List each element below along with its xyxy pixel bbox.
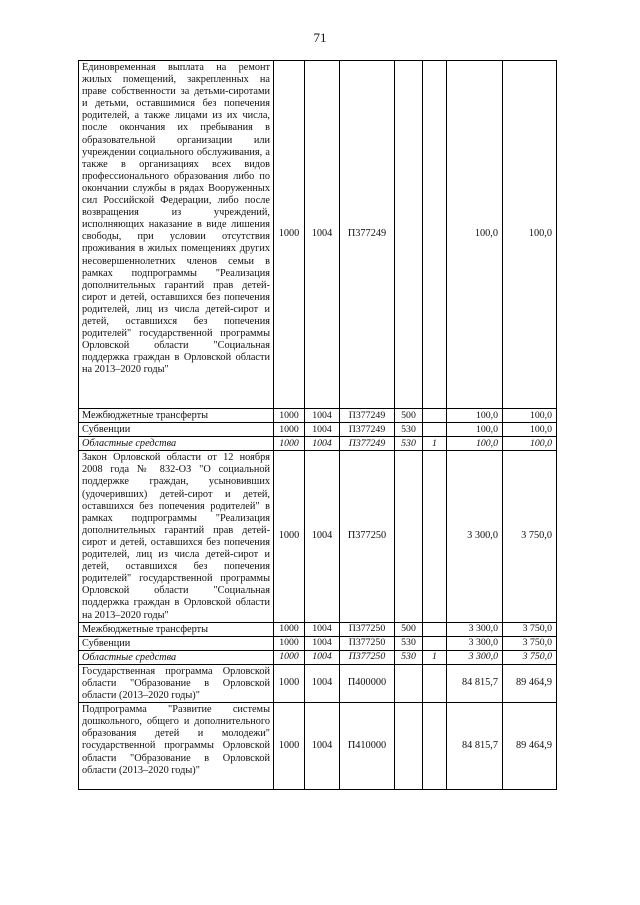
subsection-code: 1004: [305, 650, 340, 664]
subsection-code: 1004: [305, 423, 340, 437]
section-code: 1000: [274, 451, 305, 622]
table-row: [79, 650, 557, 664]
target-article-code: П377250: [340, 451, 395, 622]
sum-year-2: 100,0: [503, 437, 557, 451]
table-row: [79, 409, 557, 423]
section-code: 1000: [274, 703, 305, 790]
fin-source-code: 1: [423, 437, 447, 451]
sum-year-1: 3 300,0: [447, 650, 503, 664]
row-description: Единовременная выплата на ремонт жилых помещений, закрепленных на праве собственности за детьми-сиротами и детьми, оставшимися без попечения родителей, а также лицами из их числа, после окончания их пребывания в образовательной организации или учреждении социального обслуживания, а также в организациях всех видов профессионального образования либо по окончании службы в рядах Вооруженных сил Российской Федерации, либо после возвращения из учреждений, исполняющих наказание в виде лишения свободы, при условии отсутствия проживания в жилых помещениях других несовершеннолетних членов семьи в рамках подпрограммы "Реализация дополнительных гарантий прав детей-сирот и детей, оставшихся без попечения родителей, лиц из числа детей-сирот и детей, оставшихся без попечения родителей" государственной программы Орловской области "Социальная поддержка граждан в Орловской области на 2013–2020 годы": [79, 61, 274, 409]
table-row: [79, 664, 557, 702]
subsection-code: 1004: [305, 703, 340, 790]
fin-source-code: [423, 636, 447, 650]
expense-type-code: 500: [395, 409, 423, 423]
row-description: Закон Орловской области от 12 ноября 2008 года № 832-ОЗ "О социальной поддержке граждан, усыновивших (удочеривших) детей-сирот и детей, оставшихся без попечения родителей" в рамках подпрограммы "Реализация дополнительных гарантий прав детей-сирот и детей, оставшихся без попечения родителей, лиц из числа детей-сирот и детей, оставшихся без попечения родителей" государственной программы Орловской области "Социальная поддержка граждан в Орловской области на 2013–2020 годы": [79, 451, 274, 622]
table-row: [79, 423, 557, 437]
section-code: 1000: [274, 61, 305, 409]
row-description: Областные средства: [79, 437, 274, 451]
fin-source-code: [423, 61, 447, 409]
fin-source-code: 1: [423, 650, 447, 664]
section-code: 1000: [274, 423, 305, 437]
sum-year-2: 89 464,9: [503, 703, 557, 790]
subsection-code: 1004: [305, 664, 340, 702]
section-code: 1000: [274, 664, 305, 702]
sum-year-1: 84 815,7: [447, 703, 503, 790]
expense-type-code: [395, 61, 423, 409]
sum-year-2: 100,0: [503, 423, 557, 437]
expense-type-code: 530: [395, 437, 423, 451]
row-description: Межбюджетные трансферты: [79, 622, 274, 636]
target-article-code: П377249: [340, 61, 395, 409]
expense-type-code: [395, 451, 423, 622]
row-description: Субвенции: [79, 636, 274, 650]
fin-source-code: [423, 409, 447, 423]
subsection-code: 1004: [305, 636, 340, 650]
expense-type-code: 530: [395, 636, 423, 650]
sum-year-1: 3 300,0: [447, 451, 503, 622]
fin-source-code: [423, 423, 447, 437]
expense-type-code: 500: [395, 622, 423, 636]
table-row: [79, 636, 557, 650]
target-article-code: П410000: [340, 703, 395, 790]
sum-year-2: 3 750,0: [503, 650, 557, 664]
fin-source-code: [423, 451, 447, 622]
row-description: Субвенции: [79, 423, 274, 437]
sum-year-1: 100,0: [447, 423, 503, 437]
row-description: Межбюджетные трансферты: [79, 409, 274, 423]
section-code: 1000: [274, 636, 305, 650]
section-code: 1000: [274, 409, 305, 423]
sum-year-2: 89 464,9: [503, 664, 557, 702]
sum-year-1: 3 300,0: [447, 622, 503, 636]
fin-source-code: [423, 622, 447, 636]
subsection-code: 1004: [305, 622, 340, 636]
section-code: 1000: [274, 622, 305, 636]
target-article-code: П400000: [340, 664, 395, 702]
table-row: [79, 703, 557, 790]
sum-year-1: 100,0: [447, 61, 503, 409]
table-row: [79, 451, 557, 622]
subsection-code: 1004: [305, 437, 340, 451]
fin-source-code: [423, 703, 447, 790]
table-row: [79, 622, 557, 636]
page-number: 71: [313, 30, 327, 45]
target-article-code: П377249: [340, 423, 395, 437]
row-description: Государственная программа Орловской области "Образование в Орловской области (2013–2020 годы)": [79, 664, 274, 702]
expense-type-code: 530: [395, 650, 423, 664]
target-article-code: П377250: [340, 650, 395, 664]
row-description: Областные средства: [79, 650, 274, 664]
budget-table: [78, 60, 557, 790]
table-row: [79, 61, 557, 409]
fin-source-code: [423, 664, 447, 702]
sum-year-2: 3 750,0: [503, 622, 557, 636]
target-article-code: П377250: [340, 636, 395, 650]
subsection-code: 1004: [305, 61, 340, 409]
target-article-code: П377250: [340, 622, 395, 636]
sum-year-1: 3 300,0: [447, 636, 503, 650]
sum-year-1: 84 815,7: [447, 664, 503, 702]
table-row: [79, 437, 557, 451]
row-description: Подпрограмма "Развитие системы дошкольного, общего и дополнительного образования детей и молодежи" государственной программы Орловской области "Образование в Орловской области (2013–2020 годы)": [79, 703, 274, 790]
sum-year-2: 100,0: [503, 61, 557, 409]
section-code: 1000: [274, 650, 305, 664]
expense-type-code: [395, 703, 423, 790]
sum-year-1: 100,0: [447, 409, 503, 423]
sum-year-2: 100,0: [503, 409, 557, 423]
expense-type-code: 530: [395, 423, 423, 437]
subsection-code: 1004: [305, 409, 340, 423]
sum-year-2: 3 750,0: [503, 636, 557, 650]
target-article-code: П377249: [340, 409, 395, 423]
sum-year-1: 100,0: [447, 437, 503, 451]
section-code: 1000: [274, 437, 305, 451]
sum-year-2: 3 750,0: [503, 451, 557, 622]
subsection-code: 1004: [305, 451, 340, 622]
expense-type-code: [395, 664, 423, 702]
target-article-code: П377249: [340, 437, 395, 451]
